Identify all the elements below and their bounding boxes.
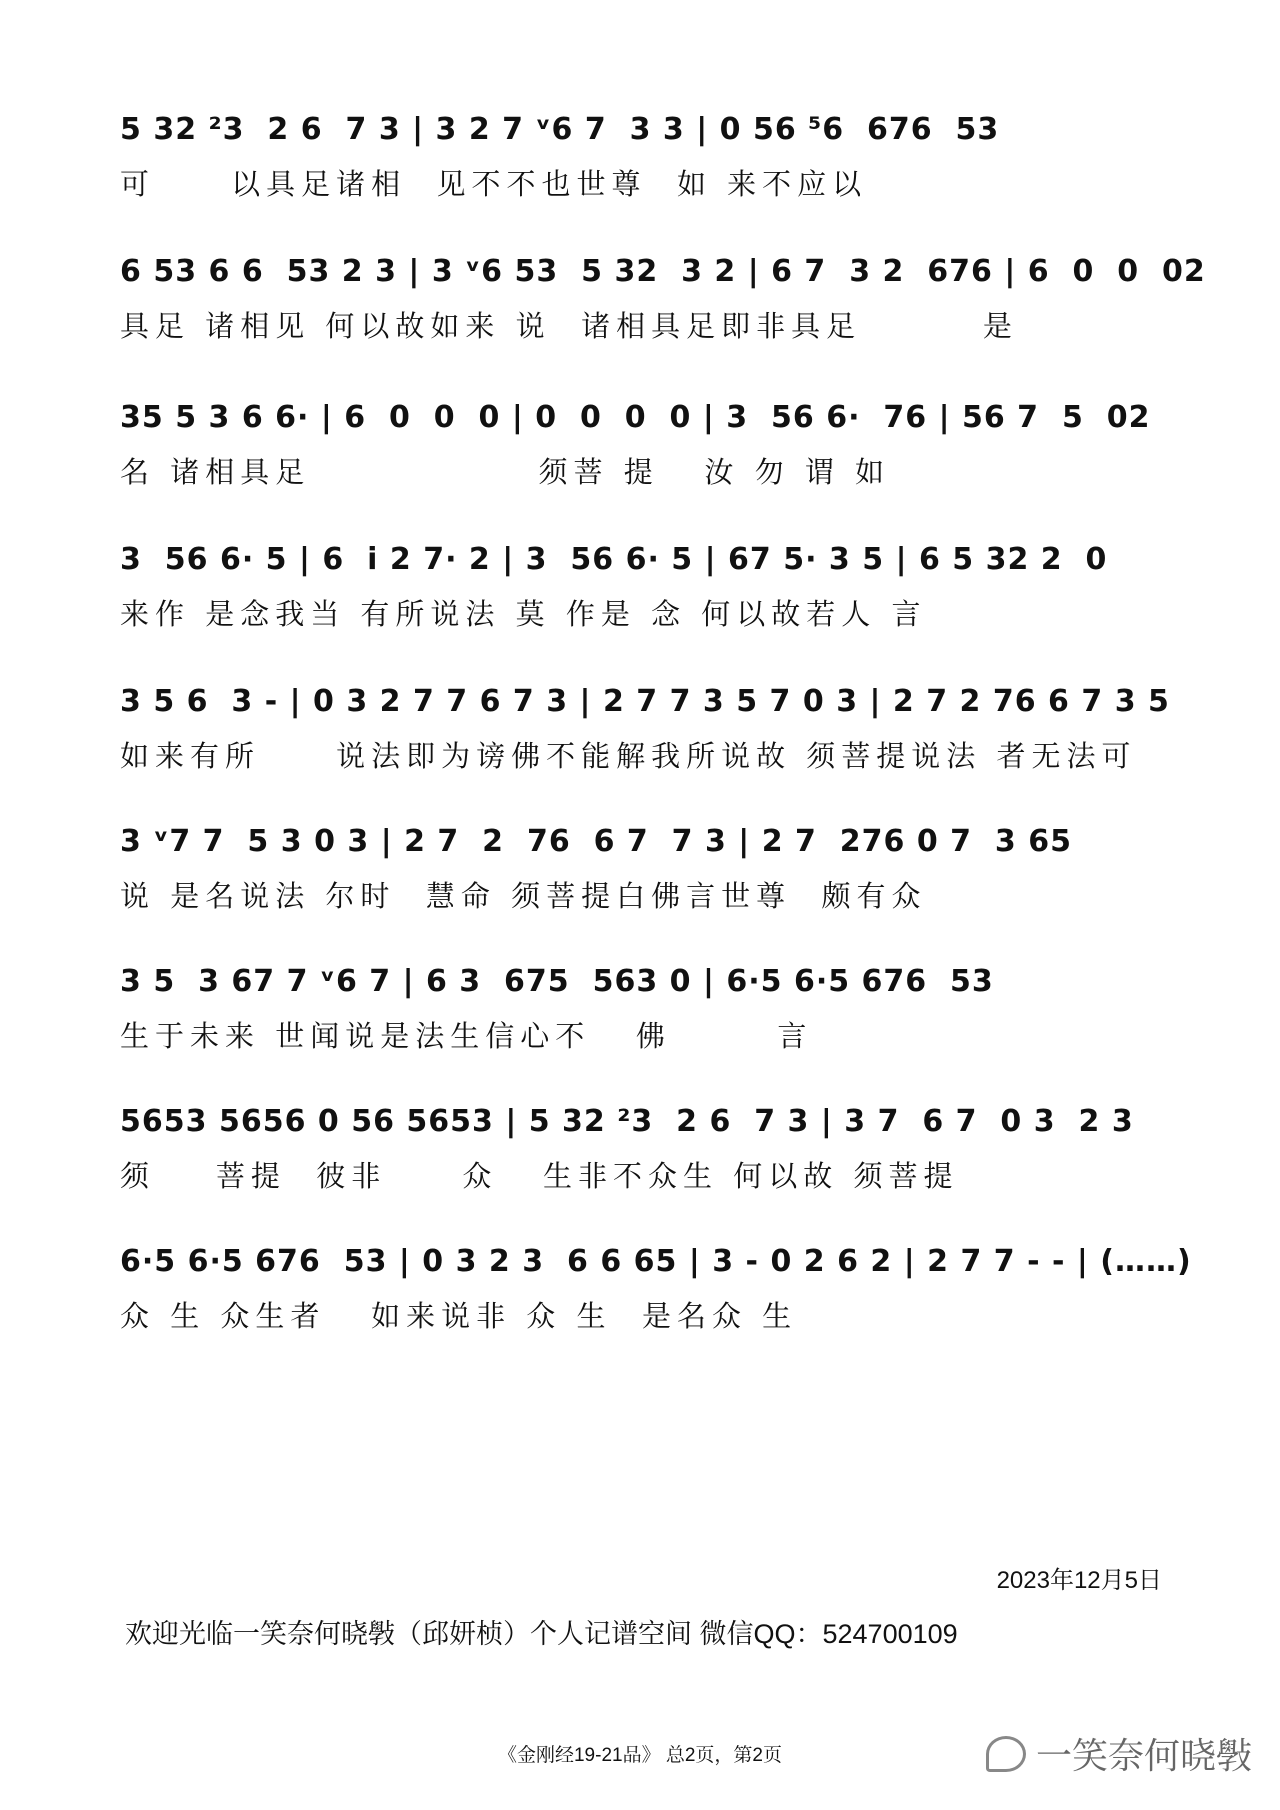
score-system (120, 672, 1182, 780)
score-date: 2023年12月5日 (996, 1567, 1162, 1594)
notation-line: 5 32 ²3 2 6 7 3 | 3 2 7 ᵛ6 7 3 3 | 0 56 ⁵6 676 53 (120, 112, 1011, 147)
score-system (120, 530, 1170, 638)
notation-line: 6 53 6 6 53 2 3 | 3 ᵛ6 53 5 32 3 2 | 6 7 3 2 676 | 6 0 0 02 (120, 254, 1218, 289)
notation-line: 3 5 6 3 - | 0 3 2 7 7 6 7 3 | 2 7 7 3 5 7 0 3 | 2 7 2 76 6 7 3 5 (120, 684, 1182, 719)
lyrics-line: 可 以具足诸相 见不不也世尊 如 来不应以 (120, 167, 868, 201)
wechat-icon (986, 1736, 1026, 1772)
lyrics-line: 说 是名说法 尔时 慧命 须菩提白佛言世尊 颇有众 (120, 879, 927, 913)
watermark-text: 一笑奈何晓斅 (1035, 1735, 1252, 1776)
watermark (986, 1728, 1252, 1779)
notation-line: 35 5 3 6 6· | 6 0 0 0 | 0 0 0 0 | 3 56 6· 76 | 56 7 5 02 (120, 400, 1162, 435)
notation-line: 3 5 3 67 7 ᵛ6 7 | 6 3 675 563 0 | 6·5 6·5 676 53 (120, 964, 1006, 999)
lyrics-line: 名 诸相具足 须菩 提 汝 勿 谓 如 (120, 455, 891, 489)
score-system (120, 242, 1218, 350)
lyrics-line: 来作 是念我当 有所说法 莫 作是 念 何以故若人 言 (120, 597, 927, 631)
score-system (120, 952, 1170, 1060)
welcome-text: 欢迎光临一笑奈何晓斅（邱妍桢）个人记谱空间 微信QQ：524700109 (125, 1619, 958, 1649)
score-system (120, 1232, 1204, 1340)
notation-line: 5653 5656 0 56 5653 | 5 32 ²3 2 6 7 3 | 3 7 6 7 0 3 2 3 (120, 1104, 1146, 1139)
lyrics-line: 众 生 众生者 如来说非 众 生 是名众 生 (120, 1299, 798, 1333)
notation-line: 3 ᵛ7 7 5 3 0 3 | 2 7 2 76 6 7 7 3 | 2 7 276 0 7 3 65 (120, 824, 1084, 859)
score-system (120, 100, 1170, 208)
score-system (120, 388, 1170, 496)
notation-line: 3 56 6· 5 | 6 i 2 7· 2 | 3 56 6· 5 | 67 5· 3 5 | 6 5 32 2 0 (120, 542, 1119, 577)
score-system (120, 1092, 1170, 1200)
lyrics-line: 生于未来 世闻说是法生信心不 佛 言 (120, 1019, 813, 1053)
score-system (120, 812, 1170, 920)
page-info: 《金刚经19-21品》 总2页，第2页 (497, 1745, 782, 1766)
notation-line: 6·5 6·5 676 53 | 0 3 2 3 6 6 65 | 3 - 0 2 6 2 | 2 7 7 - - | (……) (120, 1244, 1204, 1279)
lyrics-line: 如来有所 说法即为谤佛不能解我所说故 须菩提说法 者无法可 (120, 739, 1137, 773)
lyrics-line: 须 菩提 彼非 众 生非不众生 何以故 须菩提 (120, 1159, 959, 1193)
lyrics-line: 具足 诸相见 何以故如来 说 诸相具足即非具足 是 (120, 309, 1018, 343)
